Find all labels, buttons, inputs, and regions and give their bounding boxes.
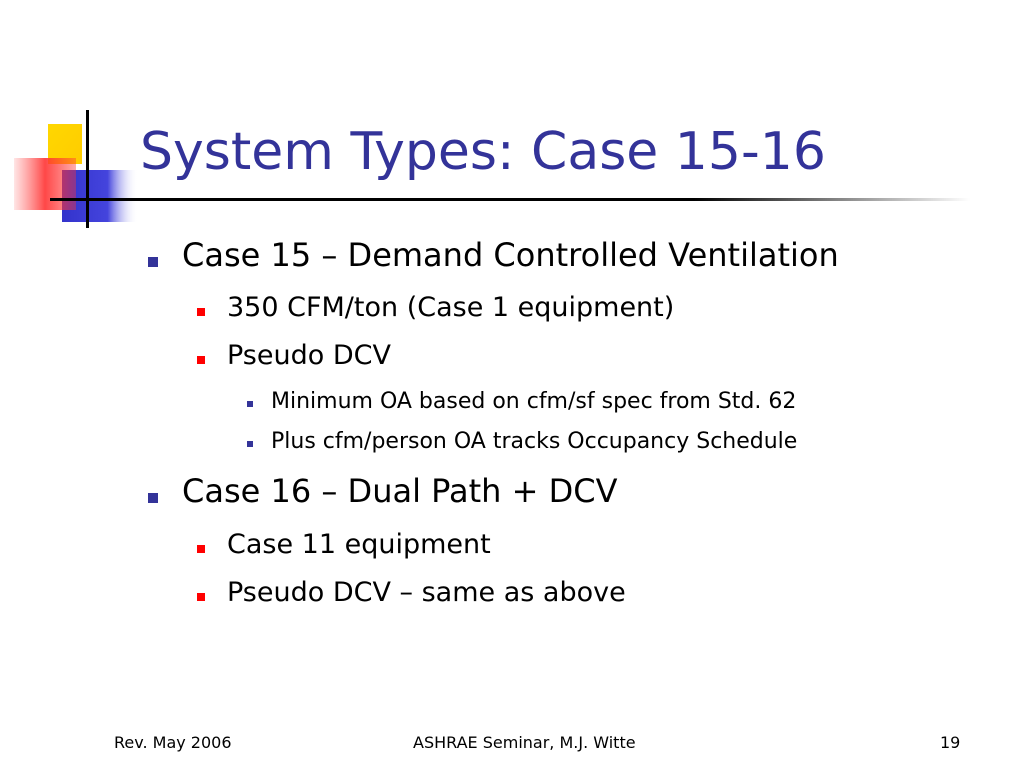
bullet-item [182,236,839,274]
bullet-item [227,529,491,560]
bullet-item [182,472,617,510]
square-bullet-icon [148,257,158,267]
square-bullet-icon [197,593,205,601]
square-bullet-icon [247,401,253,407]
square-bullet-icon [247,441,253,447]
bullet-text: Case 15 – Demand Controlled Ventilation [182,236,839,274]
title-underline [50,198,970,201]
bullet-item [227,340,391,371]
red-square [14,158,76,210]
footer-page-number: 19 [940,733,961,752]
square-bullet-icon [197,308,205,316]
vertical-line [86,110,89,228]
slide-title: System Types: Case 15-16 [140,122,826,182]
square-bullet-icon [197,356,205,364]
bullet-text: Case 16 – Dual Path + DCV [182,472,618,510]
bullet-item [271,429,797,454]
bullet-text: Pseudo DCV – same as above [227,577,626,608]
square-bullet-icon [197,545,205,553]
corner-decoration [0,0,140,230]
bullet-text: Case 11 equipment [227,529,491,560]
bullet-item [227,577,626,608]
footer-date: Rev. May 2006 [114,733,232,752]
bullet-text: Plus cfm/person OA tracks Occupancy Schedule [271,429,798,454]
bullet-item [271,389,796,414]
bullet-text: Minimum OA based on cfm/sf spec from Std. 62 [271,389,797,414]
footer-author: ASHRAE Seminar, M.J. Witte [413,733,636,752]
square-bullet-icon [148,493,158,503]
bullet-item [227,292,674,323]
bullet-text: Pseudo DCV [227,340,391,371]
bullet-text: 350 CFM/ton (Case 1 equipment) [227,292,675,323]
